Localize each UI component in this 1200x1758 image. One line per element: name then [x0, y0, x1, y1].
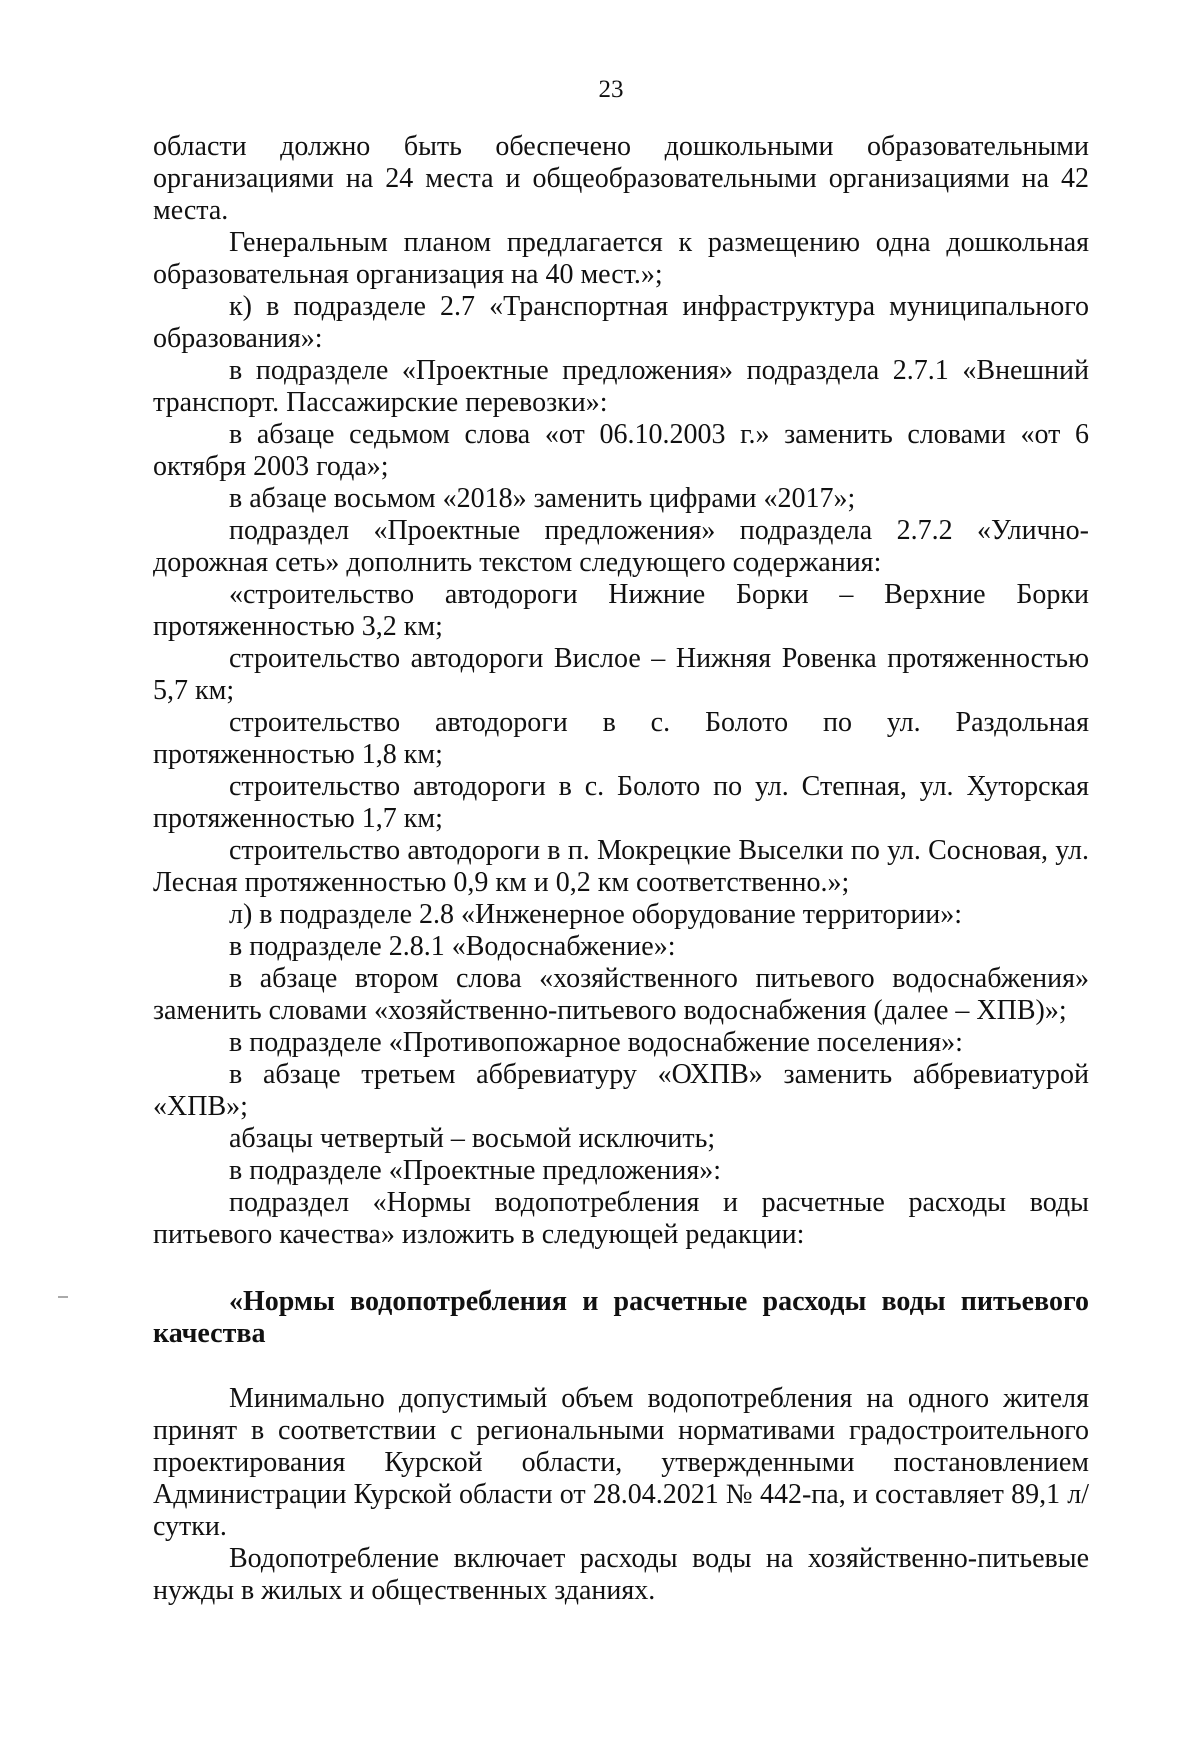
paragraph: Водопотребление включает расходы воды на хозяйственно-питьевые нужды в жилых и общественных зданиях. [153, 1543, 1089, 1606]
paragraph: строительство автодороги Вислое – Нижняя Ровенка протяженностью 5,7 км; [153, 643, 1089, 706]
paragraph: области должно быть обеспечено дошкольными образовательными организациями на 24 места и общеобразовательными организациями на 42 места. [153, 131, 1089, 226]
paragraph: к) в подразделе 2.7 «Транспортная инфраструктура муниципального образования»: [153, 291, 1089, 354]
paragraph: в абзаце третьем аббревиатуру «ОХПВ» заменить аббревиатурой «ХПВ»; [153, 1059, 1089, 1122]
paragraph: в абзаце восьмом «2018» заменить цифрами «2017»; [229, 483, 856, 514]
paragraph: строительство автодороги в с. Болото по ул. Степная, ул. Хуторская протяженностью 1,7 км; [153, 771, 1089, 834]
paragraph: строительство автодороги в с. Болото по ул. Раздольная протяженностью 1,8 км; [153, 707, 1089, 770]
paragraph: абзацы четвертый – восьмой исключить; [229, 1123, 716, 1154]
margin-mark [58, 1296, 68, 1298]
paragraph: подраздел «Проектные предложения» подраздела 2.7.2 «Улично-дорожная сеть» дополнить текстом следующего содержания: [153, 515, 1089, 578]
paragraph: подраздел «Нормы водопотребления и расчетные расходы воды питьевого качества» изложить в следующей редакции: [153, 1187, 1089, 1250]
paragraph: строительство автодороги в п. Мокрецкие Выселки по ул. Сосновая, ул. Лесная протяженностью 0,9 км и 0,2 км соответственно.»; [153, 835, 1089, 898]
paragraph: в подразделе «Проектные предложения» подраздела 2.7.1 «Внешний транспорт. Пассажирские перевозки»: [153, 355, 1089, 418]
paragraph: в подразделе «Противопожарное водоснабжение поселения»: [229, 1027, 963, 1058]
paragraph: в подразделе «Проектные предложения»: [229, 1155, 721, 1186]
paragraph: л) в подразделе 2.8 «Инженерное оборудование территории»: [229, 899, 963, 930]
paragraph: Генеральным планом предлагается к размещению одна дошкольная образовательная организация на 40 мест.»; [153, 227, 1089, 290]
body-text [153, 131, 1089, 1251]
paragraph: в абзаце втором слова «хозяйственного питьевого водоснабжения» заменить словами «хозяйственно-питьевого водоснабжения (далее – ХПВ)»; [153, 963, 1089, 1026]
paragraph: в абзаце седьмом слова «от 06.10.2003 г.» заменить словами «от 6 октября 2003 года»; [153, 419, 1089, 482]
paragraph: Минимально допустимый объем водопотребления на одного жителя принят в соответствии с региональными нормативами градостроительного проектирования Курской области, утвержденными постановлением Администрации Курской области от 28.04.2021 № 442-па, и составляет 89,1 л/сутки. [153, 1383, 1089, 1542]
section-heading: «Нормы водопотребления и расчетные расходы воды питьевого качества [153, 1286, 1089, 1349]
paragraph: «строительство автодороги Нижние Борки – Верхние Борки протяженностью 3,2 км; [153, 579, 1089, 642]
paragraph: в подразделе 2.8.1 «Водоснабжение»: [229, 931, 676, 962]
page-number: 23 [598, 76, 624, 103]
body-text-continued [153, 1383, 1089, 1607]
